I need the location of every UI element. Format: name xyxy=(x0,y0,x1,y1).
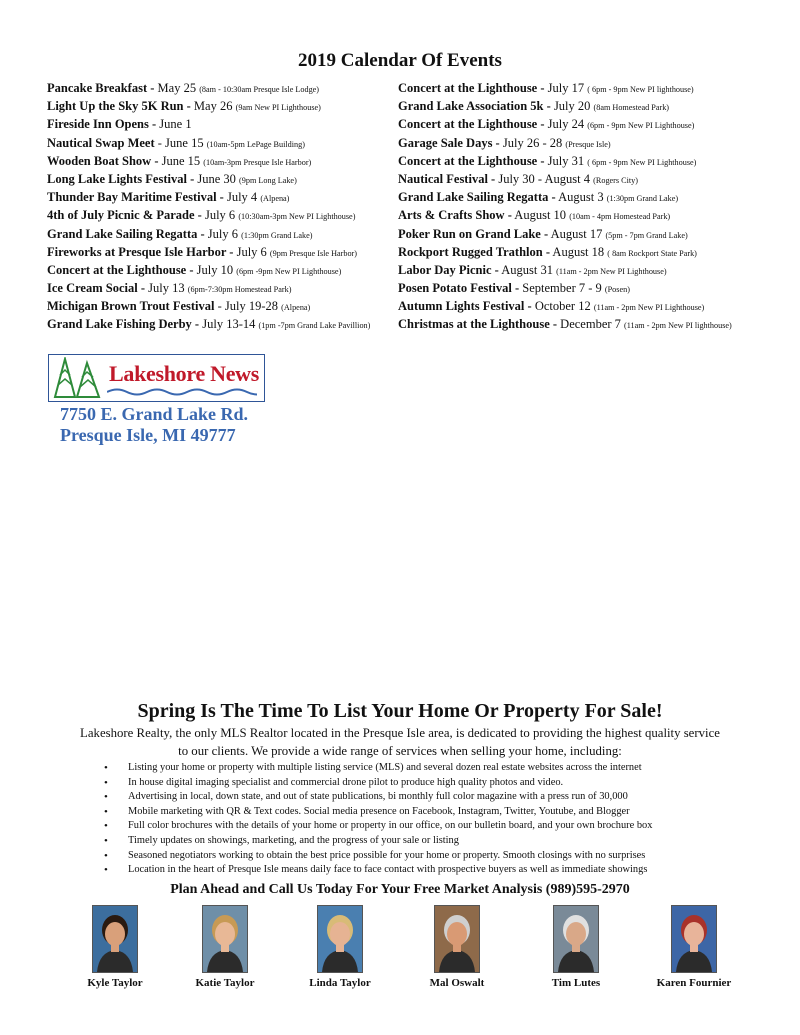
event-date: July 4 xyxy=(223,190,261,205)
service-bullet: • Seasoned negotiators working to obtain the best price possible for your home or property. Smooth closings with no surprises xyxy=(104,849,784,864)
intro-line-1: Lakeshore Realty, the only MLS Realtor located in the Presque Isle area, is dedicated to providing the highest quality service xyxy=(80,726,720,740)
event-date: July 6 xyxy=(233,244,270,259)
promo-headline: Spring Is The Time To List Your Home Or Property For Sale! xyxy=(137,700,663,722)
event-name: Labor Day Picnic - xyxy=(398,262,499,277)
event-location: (10:30am-3pm New PI Lighthouse) xyxy=(238,212,356,222)
event-location: (10am - 4pm Homestead Park) xyxy=(569,212,671,222)
event-name: Posen Potato Festival - xyxy=(398,281,520,296)
event-date: September 7 - 9 xyxy=(519,281,605,296)
event-item xyxy=(398,115,798,133)
address-line-1: 7750 E. Grand Lake Rd. xyxy=(60,404,249,424)
lakeshore-news-logo xyxy=(48,354,265,402)
event-date: July 13-14 xyxy=(199,317,259,332)
event-date: August 3 xyxy=(555,190,607,205)
event-item xyxy=(47,206,397,224)
service-bullet: • Mobile marketing with QR & Text codes. Social media presence on Facebook, Instagram, Twitter, Youtube, and Blogger xyxy=(104,805,784,820)
event-location: ( 6pm - 9pm New PI Lighthouse) xyxy=(587,157,697,167)
person-icon xyxy=(93,906,137,972)
event-location: (Posen) xyxy=(604,285,630,295)
event-date: July 31 xyxy=(544,153,588,168)
agent-card xyxy=(397,905,517,989)
event-date: August 31 xyxy=(498,262,557,277)
event-date: - June 15 xyxy=(154,135,207,150)
event-name: Concert at the Lighthouse - xyxy=(398,81,545,95)
agent-card xyxy=(280,905,400,989)
event-item xyxy=(47,279,397,297)
events-column-right xyxy=(398,79,798,334)
pine-trees-icon xyxy=(51,357,107,399)
event-location: (9pm Presque Isle Harbor) xyxy=(269,248,358,258)
event-item xyxy=(47,225,397,243)
event-location: (Rogers City) xyxy=(593,175,638,185)
event-item xyxy=(398,297,798,315)
agent-photo xyxy=(92,905,138,973)
event-name: Long Lake Lights Festival - xyxy=(47,171,195,186)
event-name: Arts & Crafts Show - xyxy=(398,208,512,223)
event-item xyxy=(398,152,798,170)
event-name: Christmas at the Lighthouse - xyxy=(398,317,558,332)
event-item xyxy=(47,188,397,206)
event-item xyxy=(398,79,798,97)
event-name: Concert at the Lighthouse - xyxy=(398,153,545,168)
agent-card xyxy=(634,905,754,989)
event-item xyxy=(398,243,798,261)
event-name: Ice Cream Social - xyxy=(47,281,146,296)
event-item xyxy=(398,315,798,333)
event-location: (Alpena) xyxy=(260,194,290,204)
event-location: (9am New PI Lighthouse) xyxy=(235,103,321,113)
event-item xyxy=(47,170,397,188)
event-date: August 17 xyxy=(548,226,606,241)
event-date: July 17 xyxy=(544,81,588,95)
agent-name: Karen Fournier xyxy=(656,977,732,989)
event-date: June 30 xyxy=(194,171,240,186)
event-name: Grand Lake Sailing Regatta - xyxy=(398,190,556,205)
event-date: August 18 xyxy=(549,244,608,259)
event-location: ( 8am Rockport State Park) xyxy=(607,248,697,258)
event-location: (1:30pm Grand Lake) xyxy=(241,230,313,240)
event-date: July 13 xyxy=(145,281,188,296)
event-item xyxy=(398,225,798,243)
agent-card xyxy=(55,905,175,989)
event-date: October 12 xyxy=(531,299,594,314)
event-name: Pancake Breakfast - xyxy=(47,81,155,95)
event-date: July 6 xyxy=(201,208,239,223)
person-icon xyxy=(318,906,362,972)
event-name: Grand Lake Association 5k - xyxy=(398,99,551,114)
person-icon xyxy=(554,906,598,972)
event-name: Fireside Inn Opens - xyxy=(47,117,157,132)
event-name: Grand Lake Fishing Derby - xyxy=(47,317,200,332)
event-location: (5pm - 7pm Grand Lake) xyxy=(605,230,688,240)
event-name: Thunder Bay Maritime Festival - xyxy=(47,190,224,205)
event-name: Concert at the Lighthouse - xyxy=(47,262,194,277)
events-column-left xyxy=(47,79,397,334)
event-name: Fireworks at Presque Isle Harbor - xyxy=(47,244,234,259)
event-date: July 10 xyxy=(193,262,237,277)
person-icon xyxy=(203,906,247,972)
person-icon xyxy=(435,906,479,972)
agent-card xyxy=(165,905,285,989)
event-item xyxy=(47,297,397,315)
agent-name: Katie Taylor xyxy=(195,977,255,989)
event-date: July 6 xyxy=(204,226,242,241)
event-item xyxy=(47,134,397,152)
agent-photo xyxy=(553,905,599,973)
service-bullet: • Listing your home or property with multiple listing service (MLS) and several dozen real estate websites across the internet xyxy=(104,761,784,776)
event-date: July 20 xyxy=(550,99,594,114)
event-location: (1pm -7pm Grand Lake Pavillion) xyxy=(258,321,371,331)
event-location: (Presque Isle) xyxy=(565,139,611,149)
event-name: 4th of July Picnic & Parade - xyxy=(47,208,202,223)
service-bullet: • Advertising in local, down state, and out of state publications, bi monthly full color magazine with a press run of 30,000 xyxy=(104,790,784,805)
event-location: ( 6pm - 9pm New PI lighthouse) xyxy=(587,85,694,94)
event-name: Poker Run on Grand Lake - xyxy=(398,226,549,241)
event-location: (1:30pm Grand Lake) xyxy=(606,194,679,204)
event-location: (11am - 2pm New PI Lighthouse) xyxy=(556,266,667,276)
event-location: (6pm-7:30pm Homestead Park) xyxy=(187,285,292,295)
event-item xyxy=(398,279,798,297)
agent-photo xyxy=(671,905,717,973)
event-location: (10am-5pm LePage Building) xyxy=(206,139,305,149)
event-name: Light Up the Sky 5K Run - xyxy=(47,99,191,114)
service-bullet: • Full color brochures with the details of your home or property in our office, on our bulletin board, and your own brochure box xyxy=(104,819,784,834)
event-item xyxy=(398,206,798,224)
event-location: (8am - 10:30am Presque Isle Lodge) xyxy=(199,85,320,94)
event-item xyxy=(47,97,397,115)
event-name: Grand Lake Sailing Regatta - xyxy=(47,226,205,241)
event-item xyxy=(398,188,798,206)
event-location: (6pm -9pm New PI Lighthouse) xyxy=(236,266,342,276)
address-line-2: Presque Isle, MI 49777 xyxy=(60,425,236,445)
event-name: Michigan Brown Trout Festival xyxy=(47,299,215,314)
event-location: (11am - 2pm New PI lighthouse) xyxy=(624,321,732,331)
event-item xyxy=(47,315,397,333)
event-date: May 26 xyxy=(190,99,236,114)
event-item xyxy=(398,134,798,152)
person-icon xyxy=(672,906,716,972)
service-bullet: • Location in the heart of Presque Isle means daily face to face contact with prospective buyers as well as immediate showings xyxy=(104,863,784,878)
agent-name: Tim Lutes xyxy=(551,977,601,989)
logo-address xyxy=(60,404,248,446)
services-list xyxy=(104,761,784,878)
event-location: (6pm - 9pm New PI Lighthouse) xyxy=(587,121,695,131)
event-date: August 10 xyxy=(511,208,570,223)
waves-icon xyxy=(107,387,257,397)
event-date: December 7 xyxy=(557,317,625,332)
logo-text: Lakeshore News xyxy=(109,361,260,386)
event-date: July 30 - August 4 xyxy=(495,171,594,186)
service-bullet: • Timely updates on showings, marketing, and the progress of your sale or listing xyxy=(104,834,784,849)
event-name: Autumn Lights Festival - xyxy=(398,299,532,314)
event-name: Garage Sale Days - xyxy=(398,135,500,150)
event-name: Concert at the Lighthouse - xyxy=(398,117,545,132)
service-bullet: • In house digital imaging specialist and commercial drone pilot to produce high quality photos and video. xyxy=(104,776,784,791)
call-to-action: Plan Ahead and Call Us Today For Your Free Market Analysis (989)595-2970 xyxy=(170,882,630,897)
event-date: July 24 xyxy=(544,117,588,132)
event-location: (11am - 2pm New PI Lighthouse) xyxy=(593,303,705,313)
event-name: Rockport Rugged Trathlon - xyxy=(398,244,550,259)
event-date: July 26 - 28 xyxy=(499,135,566,150)
event-location: (9pm Long Lake) xyxy=(239,175,297,185)
agents-row xyxy=(0,905,800,1005)
event-item xyxy=(398,170,798,188)
agent-photo xyxy=(202,905,248,973)
event-location: (8am Homestead Park) xyxy=(593,103,670,113)
event-name: Nautical Swap Meet xyxy=(47,135,155,150)
agent-name: Mal Oswalt xyxy=(429,977,485,989)
event-item xyxy=(47,79,397,97)
event-date: June 1 xyxy=(156,117,192,132)
event-item xyxy=(398,261,798,279)
agent-photo xyxy=(434,905,480,973)
event-item xyxy=(47,243,397,261)
event-date: June 15 xyxy=(158,153,204,168)
promo-intro xyxy=(60,724,740,760)
event-item xyxy=(47,115,397,133)
agent-name: Kyle Taylor xyxy=(87,977,143,989)
event-location: (10am-3pm Presque Isle Harbor) xyxy=(203,157,312,167)
event-name: Wooden Boat Show - xyxy=(47,153,159,168)
agent-card xyxy=(516,905,636,989)
event-item xyxy=(398,97,798,115)
event-date: May 25 xyxy=(154,81,200,95)
event-name: Nautical Festival - xyxy=(398,171,496,186)
event-item xyxy=(47,261,397,279)
event-item xyxy=(47,152,397,170)
calendar-title: 2019 Calendar Of Events xyxy=(298,50,502,71)
agent-name: Linda Taylor xyxy=(309,977,371,989)
event-location: (Alpena) xyxy=(281,303,311,313)
agent-photo xyxy=(317,905,363,973)
intro-line-2: to our clients. We provide a wide range of services when selling your home, including: xyxy=(178,744,622,758)
event-date: - July 19-28 xyxy=(214,299,282,314)
